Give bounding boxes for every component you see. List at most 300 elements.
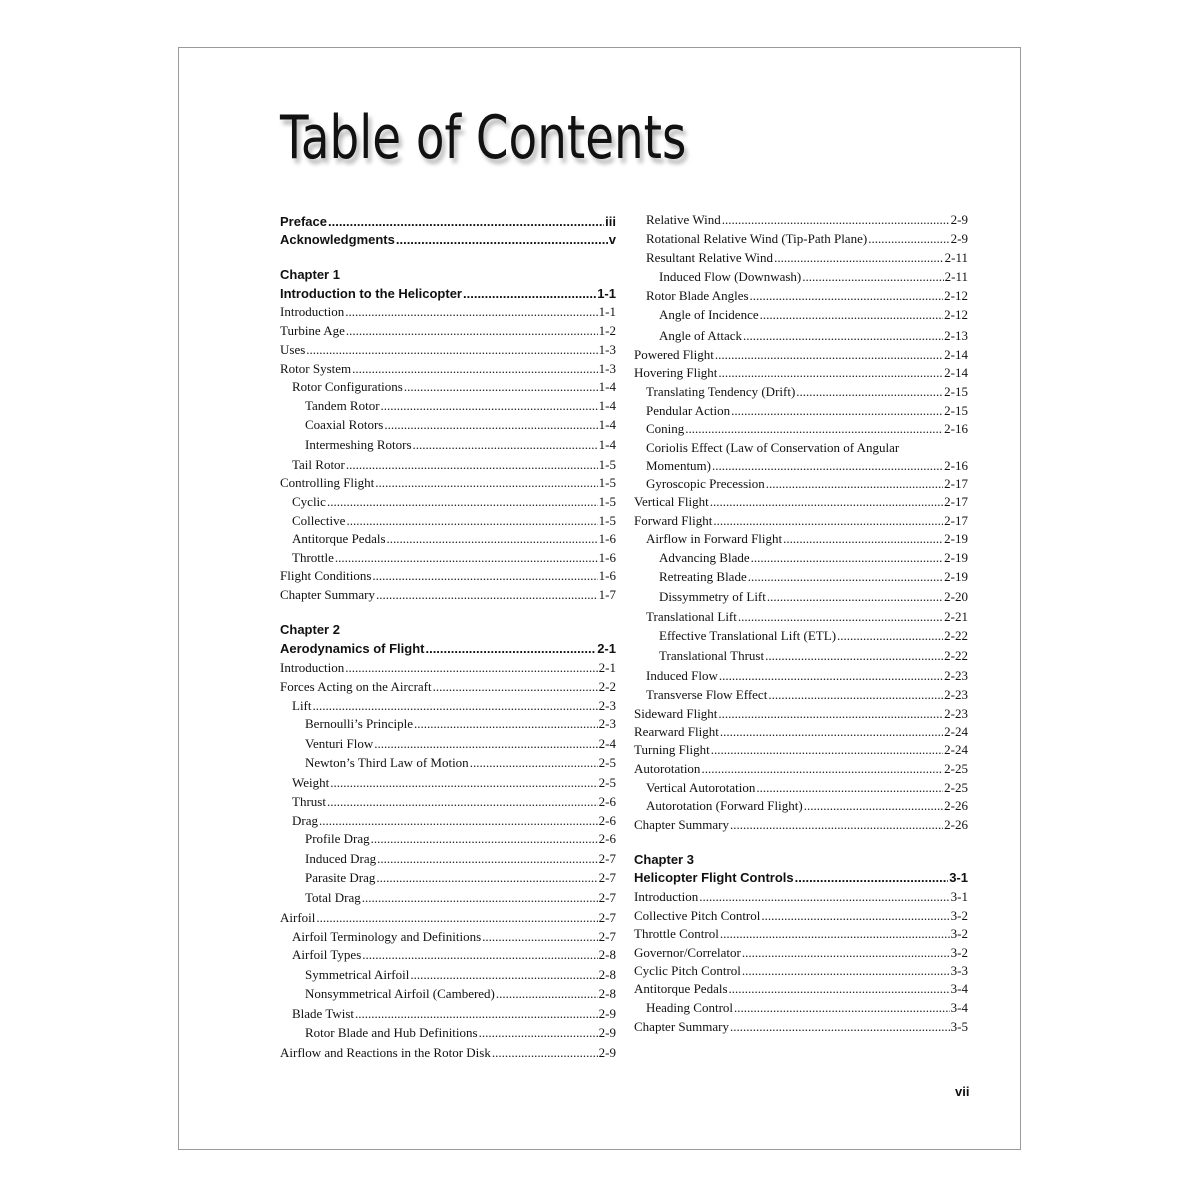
toc-entry-title: Antitorque Pedals xyxy=(634,981,728,996)
toc-entry[interactable] xyxy=(634,383,968,401)
toc-entry[interactable] xyxy=(634,230,968,248)
toc-entry[interactable] xyxy=(280,985,616,1003)
toc-entry[interactable] xyxy=(634,705,968,723)
dot-leader xyxy=(760,306,944,324)
toc-entry-title: Venturi Flow xyxy=(305,736,374,751)
toc-entry-page: 1-4 xyxy=(598,437,616,452)
toc-entry-title: Transverse Flow Effect xyxy=(646,687,768,702)
toc-entry-title: Induced Flow xyxy=(646,668,718,683)
toc-entry-page: 3-5 xyxy=(950,1019,968,1034)
toc-entry[interactable] xyxy=(634,608,968,626)
toc-entry-title: Autorotation (Forward Flight) xyxy=(646,798,803,813)
toc-entry-page: 2-5 xyxy=(598,775,616,790)
toc-entry[interactable] xyxy=(634,797,968,815)
dot-leader xyxy=(768,686,943,704)
dot-leader xyxy=(482,928,598,946)
dot-leader xyxy=(479,1024,598,1042)
toc-entry[interactable] xyxy=(634,420,968,438)
toc-entry-title: Induced Flow (Downwash) xyxy=(659,269,802,284)
toc-entry-page: 1-4 xyxy=(598,379,616,394)
dot-leader xyxy=(376,586,598,604)
toc-major-entry[interactable] xyxy=(280,640,616,658)
toc-entry-title: Antitorque Pedals xyxy=(292,531,386,546)
toc-entry[interactable] xyxy=(634,779,968,797)
toc-entry-title: Relative Wind xyxy=(646,212,721,227)
toc-entry-page: 2-3 xyxy=(598,698,616,713)
toc-entry-title: Angle of Incidence xyxy=(659,307,759,322)
dot-leader xyxy=(313,697,598,715)
toc-entry[interactable] xyxy=(634,741,968,759)
toc-entry[interactable] xyxy=(634,268,968,286)
toc-entry[interactable] xyxy=(280,586,616,604)
toc-entry[interactable] xyxy=(634,627,968,645)
toc-entry-title: Newton’s Third Law of Motion xyxy=(305,755,469,770)
dot-leader xyxy=(738,608,943,626)
toc-entry[interactable] xyxy=(280,754,616,772)
toc-entry-page: 3-4 xyxy=(950,1000,968,1015)
toc-entry[interactable] xyxy=(634,568,968,586)
toc-entry[interactable] xyxy=(634,287,968,305)
dot-leader xyxy=(396,231,608,249)
toc-entry[interactable] xyxy=(634,980,968,998)
toc-entry[interactable] xyxy=(280,928,616,946)
dot-leader xyxy=(722,211,950,229)
toc-major-entry[interactable] xyxy=(280,213,616,231)
toc-entry[interactable] xyxy=(280,735,616,753)
toc-entry-page: 2-1 xyxy=(598,660,616,675)
dot-leader xyxy=(410,966,597,984)
dot-leader xyxy=(384,416,597,434)
dot-leader xyxy=(345,659,597,677)
toc-entry[interactable] xyxy=(634,588,968,606)
toc-entry-title: Aerodynamics of Flight xyxy=(280,641,425,656)
toc-entry-title: Vertical Autorotation xyxy=(646,780,756,795)
toc-entry-page: 2-8 xyxy=(598,986,616,1001)
toc-entry-page: 1-5 xyxy=(598,513,616,528)
toc-entry-page: 3-2 xyxy=(950,926,968,941)
toc-entry-page: 2-7 xyxy=(598,851,616,866)
toc-entry-title: Powered Flight xyxy=(634,347,714,362)
toc-entry-title: Uses xyxy=(280,342,306,357)
dot-leader xyxy=(376,869,597,887)
toc-entry[interactable] xyxy=(280,909,616,927)
chapter-heading: Chapter 1 xyxy=(280,267,340,282)
toc-entry-title: Dissymmetry of Lift xyxy=(659,589,766,604)
toc-entry-page: 1-4 xyxy=(598,398,616,413)
toc-entry[interactable] xyxy=(634,686,968,704)
toc-entry[interactable] xyxy=(280,830,616,848)
toc-entry-title: Forces Acting on the Aircraft xyxy=(280,679,432,694)
toc-entry-title: Induced Drag xyxy=(305,851,377,866)
toc-entry-page: 2-12 xyxy=(944,288,968,303)
toc-entry[interactable] xyxy=(280,549,616,567)
toc-entry-title: Drag xyxy=(292,813,318,828)
toc-entry-page: 2-5 xyxy=(598,755,616,770)
toc-entry-title: Momentum) xyxy=(646,458,711,473)
dot-leader xyxy=(346,512,597,530)
toc-entry-title: Throttle xyxy=(292,550,334,565)
toc-entry[interactable] xyxy=(280,397,616,415)
dot-leader xyxy=(330,774,597,792)
dot-leader xyxy=(381,397,598,415)
toc-entry-title: Collective Pitch Control xyxy=(634,908,761,923)
toc-entry[interactable] xyxy=(634,999,968,1017)
dot-leader xyxy=(713,512,943,530)
toc-entry-page: 2-21 xyxy=(944,609,968,624)
dot-leader xyxy=(327,493,598,511)
dot-leader xyxy=(463,285,596,303)
toc-entry-page: 2-15 xyxy=(944,403,968,418)
dot-leader xyxy=(804,797,943,815)
toc-entry-title: Collective xyxy=(292,513,346,528)
toc-entry-title: Hovering Flight xyxy=(634,365,718,380)
dot-leader xyxy=(730,816,943,834)
toc-entry[interactable] xyxy=(280,946,616,964)
toc-entry[interactable] xyxy=(634,530,968,548)
toc-entry[interactable] xyxy=(634,402,968,420)
toc-entry-page: iii xyxy=(605,214,616,229)
toc-entry[interactable] xyxy=(634,888,968,906)
toc-entry-title: Intermeshing Rotors xyxy=(305,437,412,452)
toc-entry[interactable] xyxy=(646,439,968,475)
toc-entry-title: Sideward Flight xyxy=(634,706,718,721)
toc-entry[interactable] xyxy=(634,962,968,980)
toc-entry-page: 2-16 xyxy=(944,421,968,436)
dot-leader xyxy=(319,812,598,830)
toc-entry-page: 2-3 xyxy=(598,716,616,731)
toc-entry-page: 1-1 xyxy=(597,286,616,301)
dot-leader xyxy=(783,530,943,548)
toc-entry[interactable] xyxy=(280,850,616,868)
toc-entry[interactable] xyxy=(280,774,616,792)
toc-entry-title: Weight xyxy=(292,775,330,790)
dot-leader xyxy=(327,793,598,811)
toc-entry-title: Advancing Blade xyxy=(659,550,750,565)
dot-leader xyxy=(730,1018,950,1036)
toc-entry-title: Introduction xyxy=(280,660,345,675)
toc-entry-title-line: Coriolis Effect (Law of Conservation of Angular xyxy=(646,440,900,455)
dot-leader xyxy=(718,705,943,723)
toc-entry-page: 1-6 xyxy=(598,531,616,546)
toc-entry-title: Pendular Action xyxy=(646,403,731,418)
toc-entry-title: Turbine Age xyxy=(280,323,345,338)
toc-entry[interactable] xyxy=(280,530,616,548)
toc-entry-title: Helicopter Flight Controls xyxy=(634,870,794,885)
toc-entry-page: 2-26 xyxy=(944,798,968,813)
dot-leader xyxy=(345,303,597,321)
toc-entry-title: Vertical Flight xyxy=(634,494,709,509)
toc-entry-page: 1-5 xyxy=(598,475,616,490)
dot-leader xyxy=(335,549,598,567)
toc-entry-title: Translational Thrust xyxy=(659,648,765,663)
toc-entry-page: 2-9 xyxy=(950,231,968,246)
toc-entry-page: 2-24 xyxy=(944,724,968,739)
toc-entry[interactable] xyxy=(634,249,968,267)
toc-entry-title: Angle of Attack xyxy=(659,328,743,343)
toc-entry-page: 3-3 xyxy=(950,963,968,978)
toc-entry-title: Rotor Configurations xyxy=(292,379,403,394)
toc-entry-title: Symmetrical Airfoil xyxy=(305,967,410,982)
toc-entry[interactable] xyxy=(634,1018,968,1036)
toc-entry-page: 2-1 xyxy=(597,641,616,656)
toc-entry-page: 2-7 xyxy=(598,929,616,944)
toc-entry-page: 2-14 xyxy=(944,347,968,362)
dot-leader xyxy=(720,925,950,943)
toc-entry-page: 2-11 xyxy=(944,250,968,265)
toc-entry-page: 2-23 xyxy=(944,687,968,702)
toc-entry[interactable] xyxy=(280,436,616,454)
toc-entry-title: Translational Lift xyxy=(646,609,737,624)
toc-entry-page: 2-26 xyxy=(944,817,968,832)
toc-entry-page: 2-19 xyxy=(944,531,968,546)
toc-entry[interactable] xyxy=(280,360,616,378)
chapter-heading: Chapter 2 xyxy=(280,622,340,637)
dot-leader xyxy=(742,962,950,980)
toc-entry-page: 2-9 xyxy=(598,1025,616,1040)
toc-major-entry[interactable] xyxy=(280,231,616,249)
toc-major-entry[interactable] xyxy=(280,285,616,303)
toc-entry-page: 2-25 xyxy=(944,761,968,776)
toc-entry[interactable] xyxy=(280,493,616,511)
dot-leader xyxy=(796,383,943,401)
toc-entry[interactable] xyxy=(634,760,968,778)
dot-leader xyxy=(374,735,597,753)
toc-entry-title: Throttle Control xyxy=(634,926,719,941)
toc-entry-title: Airfoil xyxy=(280,910,316,925)
toc-entry-title: Heading Control xyxy=(646,1000,734,1015)
toc-entry-title: Governor/Correlator xyxy=(634,945,741,960)
toc-entry-page: 2-9 xyxy=(598,1006,616,1021)
dot-leader xyxy=(306,341,597,359)
toc-entry-page: 2-22 xyxy=(944,628,968,643)
chapter-heading: Chapter 3 xyxy=(634,852,694,867)
toc-entry-page: 2-6 xyxy=(598,831,616,846)
toc-entry-page: 3-1 xyxy=(949,870,968,885)
toc-entry-title: Nonsymmetrical Airfoil (Cambered) xyxy=(305,986,495,1001)
toc-entry[interactable] xyxy=(634,346,968,364)
toc-entry-page: 2-2 xyxy=(598,679,616,694)
toc-entry[interactable] xyxy=(280,659,616,677)
toc-entry-title: Acknowledgments xyxy=(280,232,395,247)
toc-entry[interactable] xyxy=(280,416,616,434)
toc-entry-page: 2-8 xyxy=(598,967,616,982)
toc-entry[interactable] xyxy=(280,889,616,907)
toc-entry-title: Airflow in Forward Flight xyxy=(646,531,783,546)
dot-leader xyxy=(774,249,944,267)
toc-entry[interactable] xyxy=(634,647,968,665)
toc-entry-title: Flight Conditions xyxy=(280,568,372,583)
toc-entry-page: 1-3 xyxy=(598,361,616,376)
toc-entry-page: 2-20 xyxy=(944,589,968,604)
toc-entry[interactable] xyxy=(634,723,968,741)
toc-entry[interactable] xyxy=(280,793,616,811)
toc-entry-page: 2-7 xyxy=(598,910,616,925)
toc-entry-page: 2-19 xyxy=(944,550,968,565)
dot-leader xyxy=(387,530,598,548)
toc-entry-title: Introduction xyxy=(634,889,699,904)
toc-entry[interactable] xyxy=(280,456,616,474)
toc-entry[interactable] xyxy=(280,322,616,340)
dot-leader xyxy=(729,980,950,998)
dot-leader xyxy=(750,287,944,305)
toc-entry[interactable] xyxy=(634,327,968,345)
toc-entry-page: 3-4 xyxy=(950,981,968,996)
toc-entry-page: 2-4 xyxy=(598,736,616,751)
toc-entry[interactable] xyxy=(280,1044,616,1062)
toc-entry-title: Airfoil Types xyxy=(292,947,362,962)
toc-entry-title: Rotor Blade and Hub Definitions xyxy=(305,1025,478,1040)
toc-entry[interactable] xyxy=(634,364,968,382)
toc-entry[interactable] xyxy=(280,512,616,530)
toc-entry-title: Gyroscopic Precession xyxy=(646,476,765,491)
toc-entry[interactable] xyxy=(280,474,616,492)
dot-leader xyxy=(346,322,598,340)
toc-entry[interactable] xyxy=(634,944,968,962)
toc-entry-title: Total Drag xyxy=(305,890,361,905)
toc-entry[interactable] xyxy=(280,966,616,984)
toc-entry[interactable] xyxy=(280,341,616,359)
dot-leader xyxy=(425,640,596,658)
toc-entry-page: 2-22 xyxy=(944,648,968,663)
toc-entry-title: Effective Translational Lift (ETL) xyxy=(659,628,837,643)
toc-entry-title: Chapter Summary xyxy=(634,1019,729,1034)
toc-major-entry[interactable] xyxy=(634,869,968,887)
dot-leader xyxy=(355,1005,598,1023)
toc-entry[interactable] xyxy=(634,512,968,530)
dot-leader xyxy=(766,475,943,493)
toc-entry[interactable] xyxy=(280,812,616,830)
toc-entry[interactable] xyxy=(280,697,616,715)
toc-entry-page: 2-14 xyxy=(944,365,968,380)
toc-entry-title: Retreating Blade xyxy=(659,569,747,584)
toc-entry-page: 2-17 xyxy=(944,476,968,491)
toc-entry-title: Cyclic Pitch Control xyxy=(634,963,741,978)
toc-entry-title: Tail Rotor xyxy=(292,457,345,472)
toc-entry-page: 3-1 xyxy=(950,889,968,904)
toc-entry[interactable] xyxy=(634,907,968,925)
toc-entry[interactable] xyxy=(634,549,968,567)
toc-entry[interactable] xyxy=(634,475,968,493)
dot-leader xyxy=(718,364,943,382)
dot-leader xyxy=(765,647,943,665)
toc-entry[interactable] xyxy=(280,1005,616,1023)
toc-entry-title: Controlling Flight xyxy=(280,475,375,490)
toc-entry-title: Tandem Rotor xyxy=(305,398,380,413)
toc-entry-page: 2-7 xyxy=(598,870,616,885)
toc-entry-title: Airflow and Reactions in the Rotor Disk xyxy=(280,1045,491,1060)
dot-leader xyxy=(352,360,598,378)
toc-entry-page: 2-12 xyxy=(944,307,968,322)
toc-entry[interactable] xyxy=(280,567,616,585)
dot-leader xyxy=(731,402,943,420)
toc-entry-title: Rotational Relative Wind (Tip-Path Plane) xyxy=(646,231,868,246)
dot-leader xyxy=(743,327,943,345)
toc-entry[interactable] xyxy=(634,306,968,324)
toc-entry-title: Autorotation xyxy=(634,761,701,776)
dot-leader xyxy=(715,346,943,364)
toc-entry-page: 2-9 xyxy=(598,1045,616,1060)
toc-entry[interactable] xyxy=(634,211,968,229)
toc-entry-title: Thrust xyxy=(292,794,326,809)
toc-entry-page: 1-1 xyxy=(598,304,616,319)
toc-entry-title: Forward Flight xyxy=(634,513,713,528)
dot-leader xyxy=(316,909,597,927)
toc-entry-page: 1-5 xyxy=(598,457,616,472)
toc-entry-page: 2-13 xyxy=(944,328,968,343)
dot-leader xyxy=(371,830,598,848)
toc-entry[interactable] xyxy=(280,715,616,733)
dot-leader xyxy=(377,850,598,868)
toc-entry-page: 2-11 xyxy=(944,269,968,284)
toc-entry-page: 1-2 xyxy=(598,323,616,338)
dot-leader xyxy=(837,627,943,645)
dot-leader xyxy=(701,760,943,778)
toc-entry-title: Introduction xyxy=(280,304,345,319)
toc-entry-page: 1-5 xyxy=(598,494,616,509)
toc-entry[interactable] xyxy=(634,925,968,943)
toc-entry-title: Lift xyxy=(292,698,312,713)
toc-entry-title: Chapter Summary xyxy=(280,587,375,602)
dot-leader xyxy=(372,567,597,585)
dot-leader xyxy=(711,741,943,759)
toc-entry-title: Resultant Relative Wind xyxy=(646,250,774,265)
dot-leader xyxy=(496,985,598,1003)
toc-entry-title: Coaxial Rotors xyxy=(305,417,384,432)
dot-leader xyxy=(375,474,597,492)
toc-entry-page: 2-17 xyxy=(944,494,968,509)
toc-entry[interactable] xyxy=(634,816,968,834)
toc-entry[interactable] xyxy=(634,493,968,511)
dot-leader xyxy=(712,457,943,475)
toc-entry-title: Cyclic xyxy=(292,494,326,509)
dot-leader xyxy=(748,568,943,586)
dot-leader xyxy=(492,1044,598,1062)
toc-entry-page: 2-15 xyxy=(944,384,968,399)
toc-entry-page: 2-24 xyxy=(944,742,968,757)
dot-leader xyxy=(734,999,950,1017)
toc-entry-page: 2-6 xyxy=(598,813,616,828)
toc-entry-title: Turning Flight xyxy=(634,742,710,757)
toc-entry[interactable] xyxy=(280,303,616,321)
toc-entry-page: v xyxy=(608,232,616,247)
dot-leader xyxy=(346,456,598,474)
page-title: Table of Contents xyxy=(280,103,687,173)
toc-entry[interactable] xyxy=(280,869,616,887)
toc-entry-title: Profile Drag xyxy=(305,831,370,846)
toc-entry[interactable] xyxy=(280,678,616,696)
toc-entry[interactable] xyxy=(280,1024,616,1042)
page-number: vii xyxy=(955,1084,970,1099)
toc-entry-title: Rearward Flight xyxy=(634,724,719,739)
toc-entry[interactable] xyxy=(634,667,968,685)
toc-entry-title: Translating Tendency (Drift) xyxy=(646,384,796,399)
dot-leader xyxy=(742,944,950,962)
dot-leader xyxy=(470,754,598,772)
dot-leader xyxy=(802,268,943,286)
toc-entry-page: 3-2 xyxy=(950,945,968,960)
toc-entry[interactable] xyxy=(280,378,616,396)
toc-entry-page: 2-23 xyxy=(944,668,968,683)
dot-leader xyxy=(404,378,598,396)
dot-leader xyxy=(761,907,949,925)
toc-entry-title: Introduction to the Helicopter xyxy=(280,286,462,301)
dot-leader xyxy=(767,588,943,606)
toc-entry-title: Coning xyxy=(646,421,685,436)
toc-entry-page: 1-4 xyxy=(598,417,616,432)
toc-entry-page: 2-7 xyxy=(598,890,616,905)
dot-leader xyxy=(795,869,949,887)
toc-entry-page: 3-2 xyxy=(950,908,968,923)
